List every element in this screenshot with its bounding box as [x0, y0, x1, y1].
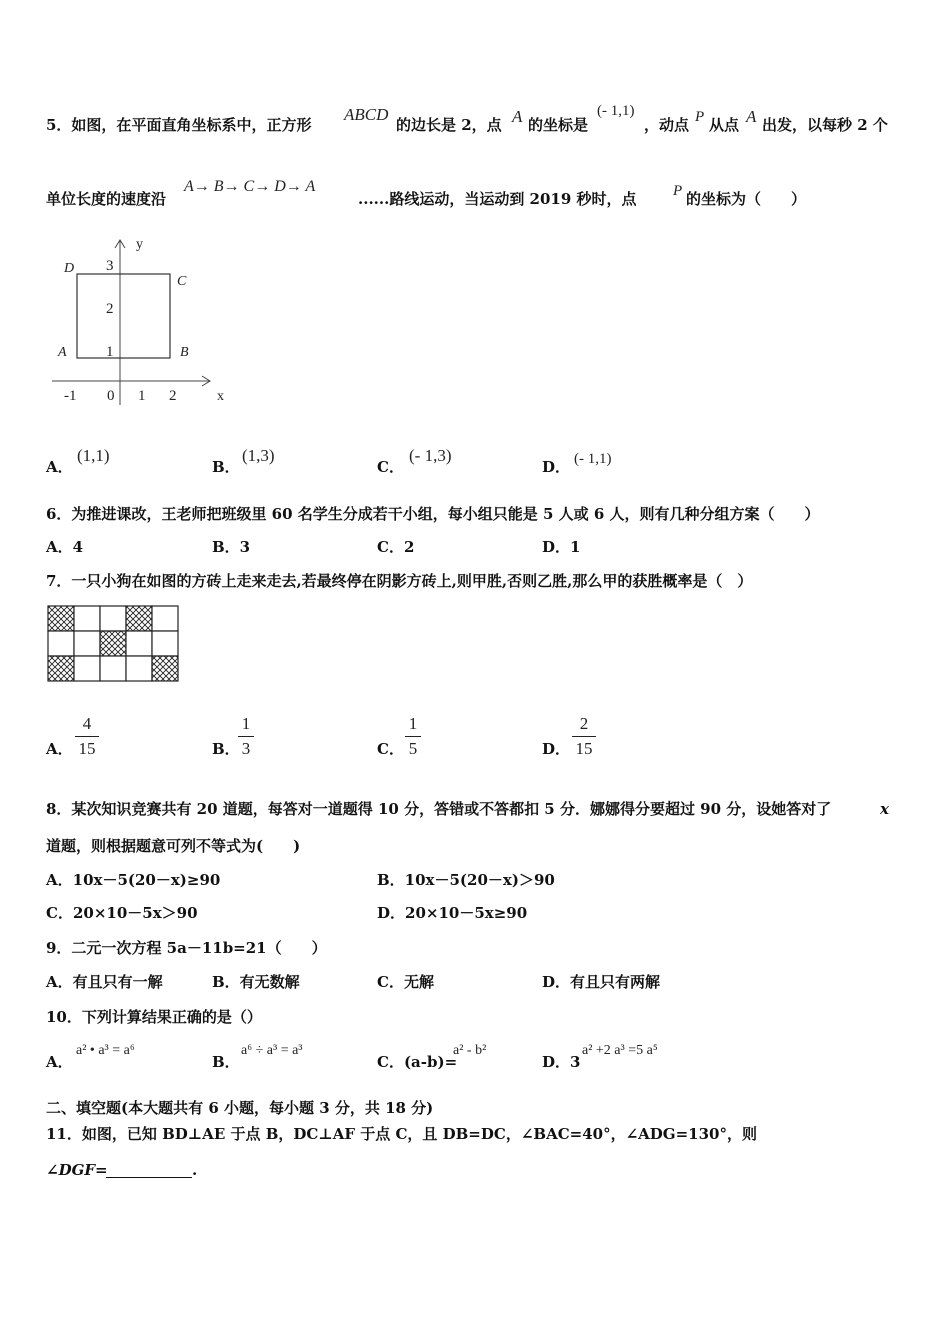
q5-point-a2: A: [746, 107, 757, 126]
y-axis: [115, 240, 125, 405]
plain-tile: [152, 606, 178, 631]
q5-coordinate-figure: [40, 230, 240, 410]
fig-tick-xm1: -1: [64, 388, 77, 404]
q5-path: A→ B→ C→ D→ A: [184, 178, 316, 195]
q8-variable: x: [880, 800, 889, 818]
plain-tile: [74, 656, 100, 681]
q5-line1-f: 出发，以每秒 2 个: [762, 116, 888, 134]
q10-option-b-label[interactable]: B．: [212, 1053, 240, 1071]
q11-line2: ∠DGF=: [46, 1161, 108, 1179]
q7-option-a-fraction[interactable]: [75, 714, 99, 759]
fig-tick-y3: 3: [106, 258, 114, 274]
q7-option-d-den: 15: [575, 739, 593, 758]
shaded-tile: [100, 631, 126, 656]
q9-option-b[interactable]: B．有无数解: [212, 973, 300, 991]
q5-line2-c: 的坐标为（ ）: [686, 190, 807, 208]
q9-option-d[interactable]: D．有且只有两解: [542, 973, 661, 991]
q8-option-a[interactable]: A．10x－5(20－x)≥90: [46, 871, 221, 889]
q9-option-c[interactable]: C．无解: [377, 973, 434, 991]
q7-option-d-fraction[interactable]: [572, 714, 596, 759]
q9-option-a[interactable]: A．有且只有一解: [46, 973, 163, 991]
fig-x-label: x: [217, 389, 224, 404]
shaded-tile: [126, 606, 152, 631]
q7-option-c-den: 5: [408, 739, 418, 758]
q8-option-b[interactable]: B．10x－5(20－x)＞90: [377, 871, 555, 889]
x-axis: [52, 376, 210, 386]
q10-text: 10．下列计算结果正确的是（）: [46, 1008, 262, 1026]
q7-option-a-num: 4: [82, 714, 92, 733]
fig-tick-x1: 1: [138, 388, 146, 404]
q11-answer-blank[interactable]: [106, 1163, 192, 1178]
q5-line1-e: 从点: [709, 116, 740, 134]
plain-tile: [152, 631, 178, 656]
q5-option-a-label[interactable]: A．: [46, 458, 73, 476]
q5-line1-d: ，动点: [644, 116, 690, 134]
q7-tile-grid: [46, 604, 180, 684]
q6-option-b[interactable]: B．3: [212, 538, 251, 556]
q6-text: 6．为推进课改，王老师把班级里 60 名学生分成若干小组，每小组只能是 5 人或 6 人，则有几种分组方案（ ）: [46, 505, 820, 523]
q5-line2-b: ......路线运动，当运动到 2019 秒时，点: [358, 190, 637, 208]
q5-square-name: ABCD: [344, 105, 389, 124]
q5-option-b-label[interactable]: B．: [212, 458, 240, 476]
q5-coord-a: (- 1,1): [597, 103, 635, 119]
q5-option-b-value[interactable]: (1,3): [242, 446, 275, 465]
fig-y-label: y: [136, 237, 143, 252]
shaded-tile: [152, 656, 178, 681]
shaded-tile: [48, 656, 74, 681]
plain-tile: [100, 606, 126, 631]
q8-option-c[interactable]: C．20×10－5x＞90: [46, 904, 198, 922]
q10-option-b-expr[interactable]: a⁶ ÷ a³ = a³: [241, 1043, 303, 1058]
shaded-tile: [48, 606, 74, 631]
q5-option-a-value[interactable]: (1,1): [77, 446, 110, 465]
q5-option-c-label[interactable]: C．: [377, 458, 404, 476]
q7-option-a-den: 15: [78, 739, 96, 758]
q7-option-a-label[interactable]: A．: [46, 740, 73, 758]
q5-line2-a: 单位长度的速度沿: [46, 190, 167, 208]
fig-tick-x2: 2: [169, 388, 177, 404]
q7-option-b-label[interactable]: B．: [212, 740, 240, 758]
q10-option-d-expr[interactable]: a² +2 a³ =5 a⁵: [582, 1043, 658, 1058]
q8-line1: 8．某次知识竞赛共有 20 道题，每答对一道题得 10 分，答错或不答都扣 5 分．娜娜得分要超过 90 分，设她答对了: [46, 800, 832, 818]
q10-option-a-expr[interactable]: a² • a³ = a⁶: [76, 1043, 135, 1058]
fig-point-b: B: [180, 345, 189, 360]
q7-option-c-label[interactable]: C．: [377, 740, 404, 758]
q7-option-b-den: 3: [241, 739, 251, 758]
q6-option-a[interactable]: A．4: [46, 538, 84, 556]
q5-line1-b: 的边长是 2，点: [396, 116, 502, 134]
plain-tile: [100, 656, 126, 681]
fig-point-c: C: [177, 274, 187, 289]
fig-point-d: D: [64, 261, 75, 276]
q5-point-p: P: [695, 109, 705, 125]
q5-point-a: A: [512, 107, 523, 126]
q8-line2: 道题，则根据题意可列不等式为( ): [46, 837, 301, 855]
q5-point-p2: P: [673, 183, 683, 199]
q6-option-d[interactable]: D．1: [542, 538, 581, 556]
square-abcd: [77, 274, 170, 358]
plain-tile: [126, 656, 152, 681]
q5-option-d-value[interactable]: (- 1,1): [574, 451, 612, 467]
fig-tick-y1: 1: [106, 344, 114, 360]
q7-option-b-num: 1: [241, 714, 251, 733]
q10-option-d-label[interactable]: D．3: [542, 1053, 581, 1071]
q11-end: .: [192, 1161, 198, 1179]
q7-option-d-num: 2: [579, 714, 589, 733]
q10-option-a-label[interactable]: A．: [46, 1053, 73, 1071]
q7-option-c-num: 1: [408, 714, 418, 733]
fig-tick-x0: 0: [107, 388, 115, 404]
q9-text: 9．二元一次方程 5a－11b=21（ ）: [46, 939, 327, 957]
q7-text: 7．一只小狗在如图的方砖上走来走去,若最终停在阴影方砖上,则甲胜,否则乙胜,那么甲的获胜概率是（ ）: [46, 572, 753, 590]
q5-line1-c: 的坐标是: [528, 116, 589, 134]
q10-option-c-expr[interactable]: a² - b²: [453, 1043, 487, 1058]
q7-option-d-label[interactable]: D．: [542, 740, 571, 758]
q5-option-d-label[interactable]: D．: [542, 458, 571, 476]
q8-option-d[interactable]: D．20×10－5x≥90: [377, 904, 528, 922]
plain-tile: [74, 606, 100, 631]
fig-tick-y2: 2: [106, 301, 114, 317]
q5-line1-a: 5．如图，在平面直角坐标系中，正方形: [46, 116, 312, 134]
fig-point-a: A: [58, 345, 67, 360]
q7-option-c-fraction[interactable]: [405, 714, 421, 759]
q6-option-c[interactable]: C．2: [377, 538, 415, 556]
q11-line1: 11．如图，已知 BD⊥AE 于点 B，DC⊥AF 于点 C，且 DB=DC，∠BAC=40°，∠ADG=130°，则: [46, 1125, 757, 1143]
plain-tile: [48, 631, 74, 656]
section-2-title: 二、填空题(本大题共有 6 小题，每小题 3 分，共 18 分): [46, 1099, 434, 1117]
plain-tile: [126, 631, 152, 656]
q5-option-c-value[interactable]: (- 1,3): [409, 446, 452, 465]
plain-tile: [74, 631, 100, 656]
q7-option-b-fraction[interactable]: [238, 714, 254, 759]
q10-option-c-label[interactable]: C．(a-b)=: [377, 1053, 458, 1071]
